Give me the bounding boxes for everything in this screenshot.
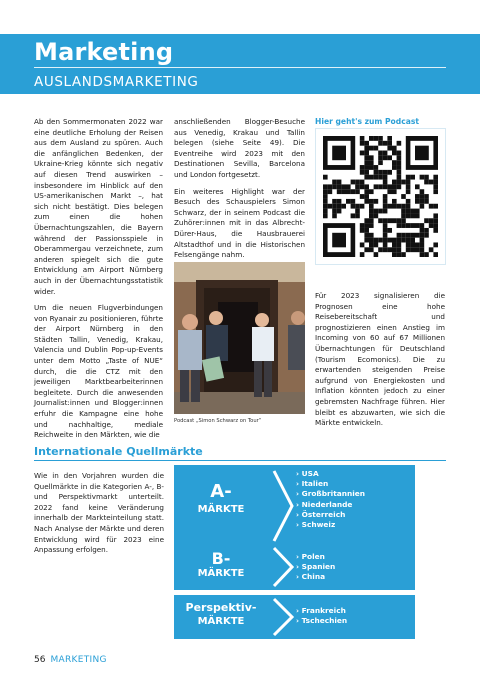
page-footer xyxy=(34,655,107,665)
country-item: › Schweiz xyxy=(296,520,365,530)
tier-label-small: MÄRKTE xyxy=(197,616,245,627)
paragraph: Ab den Sommermonaten 2022 war eine deutliche Erholung der Reisen aus dem Ausland zu spüren. Auch die anfänglichen Bedenken, der Ukraine-Krieg könnte sich negativ auf diesen Trend auswirken – insbesondere im Hinblick auf den US-amerikanischen Markt –, hat sich nicht bestätigt. Dies belegen zum einen die hohen Übernachtungszahlen, die Bayern während der Passionsspiele in Oberammergau verzeichnete, zum anderen spiegelt sich die gute Entwicklung am Airport Nürnberg auch in der Übernachtungsstatistik wider. xyxy=(34,117,163,296)
podcast-heading: Hier geht's zum Podcast xyxy=(315,117,419,126)
article-column-2 xyxy=(174,117,305,267)
country-item: › Italien xyxy=(296,479,365,489)
header-divider xyxy=(34,67,446,68)
page-title: Marketing xyxy=(34,38,174,66)
paragraph: anschließenden Blogger-Besuche aus Venedig, Krakau und Tallin belegen (siehe Seite 49). Die Eventreihe wird 2023 mit den Destinationen Sevilla, Barcelona und London fortgesetzt. xyxy=(174,117,305,179)
tier-label xyxy=(178,549,264,579)
country-item: › Österreich xyxy=(296,510,365,520)
country-item: › Polen xyxy=(296,552,335,562)
page-number: 56 xyxy=(34,655,46,665)
tier-perspective-markets xyxy=(174,595,415,639)
country-list xyxy=(296,606,347,626)
podcast-qr-code[interactable] xyxy=(315,128,446,265)
section-heading: Internationale Quellmärkte xyxy=(34,445,203,458)
country-item: › Niederlande xyxy=(296,500,365,510)
article-column-3 xyxy=(315,291,445,435)
country-list xyxy=(296,552,335,583)
section-text: Wie in den Vorjahren wurden die Quellmärkte in die Kategorien A-, B- und Perspektivmarkt unterteilt. 2022 fand keine Veränderung innerhalb der Markteinteilung statt. Nach Analyse der Märkte und deren Entwicklung wird für 2023 eine Anpassung erfolgen. xyxy=(34,471,164,555)
qr-code-icon xyxy=(323,136,438,257)
tier-label-big: A- xyxy=(210,481,232,502)
tier-b-markets xyxy=(174,544,415,590)
tier-label-big: Perspektiv- xyxy=(185,601,257,614)
country-list xyxy=(296,469,365,530)
paragraph: Ein weiteres Highlight war der Besuch des Schauspielers Simon Schwarz, der in seinem Podcast die Zuhörer:innen mit in das Albrecht-Dürer-Haus, die Hausbrauerei Altstadthof und in die Historischen Felsengänge nahm. xyxy=(174,186,305,260)
country-item: › Großbritannien xyxy=(296,489,365,499)
country-item: › Frankreich xyxy=(296,606,347,616)
photo-caption: Podcast „Simon Schwarz on Tour“ xyxy=(174,418,262,424)
article-column-1 xyxy=(34,117,163,447)
paragraph: Um die neuen Flugverbindungen von Ryanair zu positionieren, führte der Airport Nürnberg in den Städten Tallin, Venedig, Krakau, Valencia und Dublin Pop-up-Events unter dem Motto „Taste of NUE“ durch, die die CTZ mit den jeweiligen Marktbearbeiterinnen begleitete. Durch die anwesenden Journalist:innen und Blogger:innen erfuhr die Kampagne eine hohe und nachhaltige, mediale Reichweite in den Märkten, wie die xyxy=(34,303,163,440)
country-item: › USA xyxy=(296,469,365,479)
country-item: › Tschechien xyxy=(296,616,347,626)
tier-label-big: B- xyxy=(211,549,231,568)
tier-label xyxy=(176,601,266,627)
tier-label-small: MÄRKTE xyxy=(197,504,245,515)
tier-label xyxy=(178,481,264,515)
country-item: › Spanien xyxy=(296,562,335,572)
tier-label-small: MÄRKTE xyxy=(197,568,245,579)
tier-a-markets xyxy=(174,465,415,547)
footer-section-label: MARKETING xyxy=(50,655,107,665)
country-item: › China xyxy=(296,572,335,582)
paragraph: Für 2023 signalisieren die Prognosen eine hohe Reisebereitschaft und prognostizieren einen Anstieg im Incoming von 60 auf 67 Millionen Übernachtungen für Deutschland (Tourism Ecomonics). Die zu erwartenden steigenden Preise aufgrund von Energiekosten und Inflation könnten jedoch zu einer gebremsten Nachfrage führen. Hier bleibt es abzuwarten, wie sich die Märkte entwickeln. xyxy=(315,291,445,428)
photo-illustration xyxy=(174,262,305,414)
podcast-photo xyxy=(174,262,305,414)
section-divider xyxy=(34,460,446,461)
page-subtitle: AUSLANDSMARKETING xyxy=(34,74,199,90)
header-banner xyxy=(0,34,480,94)
